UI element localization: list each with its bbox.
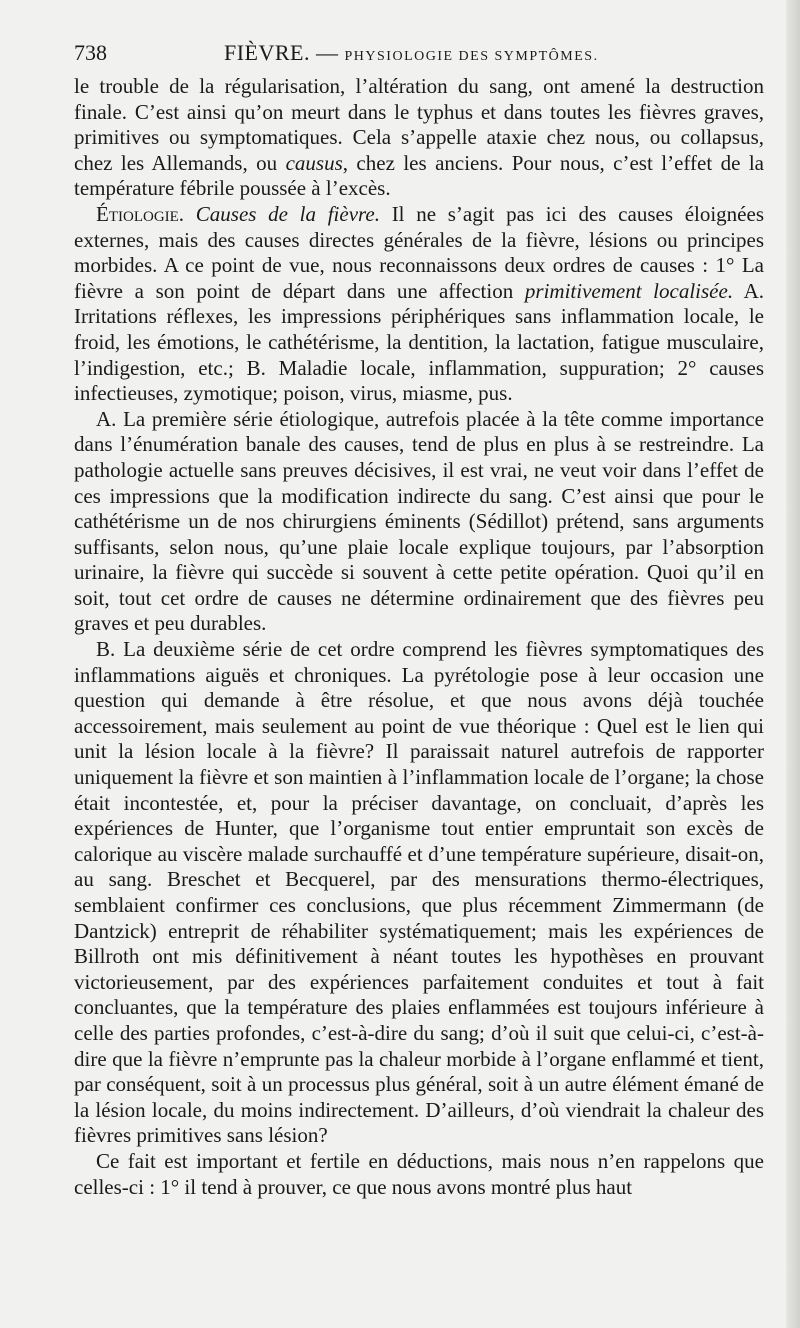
running-title [224,40,599,66]
italic-text: primitivement localisée. [524,278,734,303]
paragraph [74,202,764,407]
italic-text: Causes de la fièvre. [195,201,380,226]
italic-text: causus [285,150,343,175]
text-run: le trouble de la régularisation, l’altération du sang, ont amené la destruction finale. C’est ainsi qu’on meurt dans le typhus et dans toutes les fièvres graves, primitives ou symptomatiques. Cela s’appelle ataxie chez nous, ou collapsus, chez les Allemands, ou [74,74,764,175]
running-header [74,40,764,66]
body-text [74,74,764,1200]
running-title-main: FIÈVRE. — [224,40,339,65]
text-run: , chez les anciens. Pour nous, c’est l’effet de la température fébrile poussée à l’excès. [74,150,764,201]
paragraph [74,74,764,202]
section-label: Étiologie. [96,201,185,226]
text-run: Ce fait est important et fertile en déductions, mais nous n’en rappelons que celles-ci : 1° il tend à prouver, ce que nous avons montré plus haut [74,1148,764,1199]
paragraph [74,1149,764,1200]
text-run: A. Irritations réflexes, les impressions périphériques sans inflammation locale, le froid, les émotions, le cathétérisme, la dentition, la lactation, fatigue musculaire, l’indigestion, etc.; B. Maladie locale, inflammation, suppuration; 2° causes infectieuses, zymotique; poison, virus, miasme, pus. [74,278,764,406]
paragraph [74,407,764,637]
text-run: A. La première série étiologique, autrefois placée à la tête comme importance dans l’énumération banale des causes, tend de plus en plus à se restreindre. La pathologie actuelle sans preuves décisives, il est vrai, ne veut voir dans l’effet de ces impressions que la modification indirecte du sang. C’est ainsi que pour le cathétérisme un de nos chirurgiens éminents (Sédillot) prétend, sans arguments suffisants, selon nous, qu’une plaie locale explique toujours, par l’absorption urinaire, la fièvre qui succède si souvent à cette petite opération. Quoi qu’il en soit, tout cet ordre de causes ne détermine ordinairement que des fièvres peu graves et peu durables. [74,406,764,636]
text-run [184,202,196,226]
running-title-sub: PHYSIOLOGIE DES SYMPTÔMES. [344,49,599,64]
text-run: Il ne s’agit pas ici des causes éloignées externes, mais des causes directes générales de la fièvre, lésions ou principes morbides. A ce point de vue, nous reconnaissons deux ordres de causes : 1° La fièvre a son point de départ dans une affection [74,201,764,303]
page-gutter-shadow [786,0,800,1328]
text-run: B. La deuxième série de cet ordre comprend les fièvres symptomatiques des inflammations aiguës et chroniques. La pyrétologie pose à leur occasion une question qui demande à être résolue, et que nous avons déjà touchée accessoirement, mais seulement au point de vue théorique : Quel est le lien qui unit la lésion locale à la fièvre? Il paraissait naturel autrefois de rapporter uniquement la fièvre et son maintien à l’inflammation locale de l’organe; la chose était incontestée, et, pour la préciser davantage, on concluait, d’après les expériences de Hunter, que l’organisme tout entier empruntait son excès de calorique au viscère malade surchauffé et d’une température supérieure, disait-on, au sang. Breschet et Becquerel, par des mensurations thermo-électriques, semblaient confirmer ces conclusions, que plus récemment Zimmermann (de Dantzick) entreprit de réhabiliter systématiquement; mais les expériences de Billroth ont mis définitivement à néant toutes les hypothèses en prouvant victorieusement, par des expériences parfaitement conduites et tout à fait concluantes, que la température des plaies enflammées est toujours inférieure à celle des parties profondes, c’est-à-dire du sang; d’où il suit que celui-ci, c’est-à-dire que la fièvre n’emprunte pas la chaleur morbide à l’organe enflammé et tient, par conséquent, soit à un processus plus général, soit à un autre élément émané de la lésion locale, du moins indirectement. D’ailleurs, d’où viendrait la chaleur des fièvres primitives sans lésion? [74,637,764,1148]
paragraph [74,637,764,1149]
page-number: 738 [74,40,107,65]
